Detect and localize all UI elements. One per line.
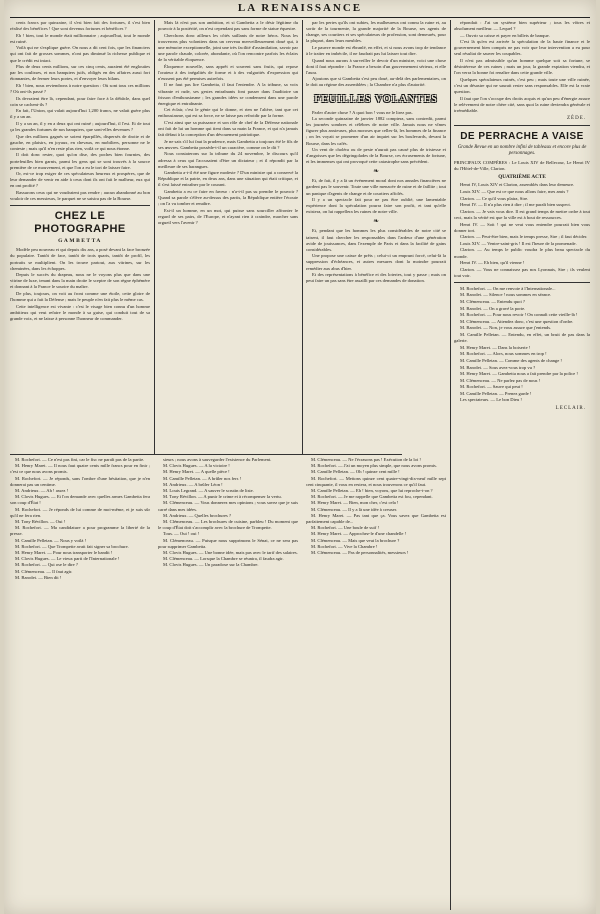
dialog-line: M. Clémenceau. — Vous donnerez mes opinions ; vous savez que je suis carré dans mes idées.: [158, 500, 298, 512]
dialog-line: M. Camille Pelletan. — Eh ! bien, voyons, que lui reproche-t-on ?: [311, 488, 433, 494]
dialog-line: M. Clémenceau. — Pas de personnalités, messieurs !: [311, 550, 409, 556]
feuilles-volantes-headline: FEUILLES VOLANTES: [314, 93, 438, 105]
masthead-title: LA RENAISSANCE: [237, 2, 363, 14]
column-4: [454, 20, 590, 908]
dialog-line: M. Tony Révillon. — A punir le crime et à récompenser la vertu.: [163, 494, 282, 500]
paragraph: Cette intelligence est vivante : c'est le visage bien connu d'un homme ambitieux qui veut refaire le monde à sa guise, qui conduit tout de sa grande voix, et ne laisse à personne l'honneur de commander.: [10, 303, 150, 321]
dialog-line: M. Clovis Hugues. — Et l'on demande avec quelles armes Gambetta fera son coup d'État !: [10, 494, 150, 506]
dialog-line: M. Henry Maret. — Approchez-le d'une chandelle !: [311, 531, 407, 537]
dialog-line: M. Henry Maret. — Pour nous transporter le bandit !: [15, 550, 113, 556]
dialog-line: M. Andrieux. — Ah ! assez !: [15, 488, 69, 494]
dialog-line: M. Henry Maret. — Gambetta nous a fait prendre par la police !: [460, 371, 578, 377]
paragraph: Est-il un homme, en un mot, qui puisse sans sourciller affronter le regard de ses pairs, de l'Europe, et n'ayant rien à craindre, marcher sans orgueil vers l'avenir ?: [158, 207, 298, 225]
column-3: [306, 20, 446, 450]
paragraph: Parler d'autre chose ? A quoi bon ! vous ne le lirez pas.: [312, 109, 413, 115]
dialog-line: M. Camille Pelletan. — Comme des agents de change !: [460, 357, 562, 363]
paragraph: Voilà qui ne s'explique guère. On nous a dit cent fois, que les financiers qui ont fait de grosses sommes, n'ont pas diminué la richesse publique et que le crédit est intact.: [10, 45, 150, 63]
paragraph: C'est ainsi que sa puissance et son rôle de chef de la Défense nationale ont fait de lui un homme qui tient dans sa main la France, et qui n'a jamais fait défaut à la conception d'un dévouement patriotique.: [158, 120, 298, 138]
newspaper-page: [4, 0, 596, 914]
dialog-line: M. Clémenceau. — Entendu quoi ?: [460, 299, 525, 305]
paragraph: Nous constaterons sur la tribune du 24 novembre, le discours qu'il adressa à ceux qui l'accusaient d'être un dictateur ; et il répondit par la meilleure de ses harangues.: [158, 151, 298, 169]
paragraph: En fait, l'Union, qui valait aujourd'hui 1,200 francs, ne valait guère plus il y a un an.: [10, 108, 150, 120]
dialog-line: Clarion. — Au temps le public voudra le plus beau spectacle du monde.: [454, 247, 590, 259]
perrache-subtitle: Grande Revue en un nombre infini de tableaux et encore plus de personnages.: [457, 145, 587, 157]
characters-list: PRINCIPAUX COMPÈRES : Le Louis XIV de Bellecour, Le Henri IV du l'Hôtel-de-Ville, Clarion.: [454, 160, 590, 172]
dialog-line: Clarion. — Je vais vous dire. Il est grand temps de mettre ordre à tout ceci, mais la vérité est que la ville est à bout de ressources.: [454, 208, 590, 220]
paragraph: par les pertes qu'ils ont subies, les malheureux ont connu la ruine et, au sortir de la tourmente, la grande majorité de la Bourse, ses agents de change, ses courtiers et ses spéculateurs de profession, sont demeurés, pour la plupart, dans leurs meubles.: [306, 20, 446, 44]
dialog-line: M. Henry Maret. — Il nous faut quatre cents mille francs pour en finir ; c'est ce que nous avons promis.: [10, 463, 150, 475]
dialog-line: M. Camille Pelletan. — Prenez garde !: [460, 390, 532, 396]
dialog-line: M. Barodet. — Sous avez-vous trop vu ?: [460, 364, 536, 370]
paragraph: Cet éclair, c'est le génie qui le donne, et rien ne l'altère, tant que cet enthousiasme, qui est sa force, ne se laisse pas refroidir par la forme.: [158, 107, 298, 119]
paragraph: Et des représentations à bénéfice et des loteries, tout y passe ; mais on peut faire un pas sans être assailli par ces demandes de donation.: [306, 272, 446, 284]
dialog-line: M. Rochefort. — Qui ose le dire ?: [15, 562, 78, 568]
ornament-icon: ❧: [373, 167, 379, 176]
dialog-line: M. Henry Maret. — Pas tant que ça. Vous savez que Gambetta est parfaitement capable de...: [306, 512, 446, 525]
paragraph: Rassurons ceux qui ne voudraient pas rendre ; aucun abandonné au bon vouloir de ces messieurs, le parquet ne se saisira pas de la Bourse.: [10, 190, 150, 202]
dialog-line: M. Rochefort. — Que Trompette avait fait signer sa brochure.: [15, 543, 129, 549]
dialog-line: sieurs ; nous avons à sauvegarder l'existence du Parlement.: [163, 457, 272, 462]
dialog-line: M. Rochefort. — J'ai un moyen plus simple, que nous avons promis.: [311, 463, 437, 469]
section-rule: [454, 282, 590, 283]
dialog-line: M. Andrieux. — A brûler Léon !: [163, 481, 223, 487]
paragraph: Gambetta a eu ce faire en faveur : n'a-t-il pas su prendre le pouvoir ? Quand sa parole s'élève au-dessus des partis, la République entière l'écoute ; on l'a vu tomber et renaître.: [158, 189, 298, 207]
perrache-headline: DE PERRACHE A VAISE: [460, 131, 584, 142]
dialog-line: Louis XIV. — Ventre-saint-gris ! Il est l'heure de la promenade.: [460, 240, 577, 246]
dialog-line: M. Rochefort. — Je me rappelle que Gambetta est fou, cependant.: [311, 494, 433, 500]
dialog-line: M. Clémenceau. — Lorsque la Chambre se réunira, il faudra agir.: [163, 556, 284, 562]
dialog-line: Henri IV. — Eh bien, qu'il vienne !: [460, 260, 525, 266]
dialog-line: M. Rochefort. — Sauve qui peut !: [460, 384, 523, 390]
paragraph: Ils devraient être là, cependant, pour faire face à la débâcle, dans quel coin se cachent-ils ?: [10, 95, 150, 107]
paragraph: Quand nous aurons à surveiller le devoir d'un ministre, voici une chose dont il faut répondre : la France a besoin d'un gouvernement sérieux, et elle l'aura.: [306, 57, 446, 75]
section-rule: [454, 125, 590, 126]
paragraph: Quelques spéculateurs ruinés, c'est peu ; mais toute une ville ruinée, c'est un désastre qui ne saurait rester sans responsables. Elle est la vraie question.: [454, 76, 590, 95]
dialog-line: Les spectateurs. — Le bon Dieu !: [460, 397, 522, 403]
paragraph: Gambetta a-t-il été une figure modeste ? D'un ministre qui a conservé la République et la patrie, en deux ans, dans une situation qui était critique, et il s'est laissé entraîner par le courant.: [158, 170, 298, 188]
dialog-line: Henri IV, Louis XIV et Clarion, assemblés dans leur demeure.: [460, 182, 575, 188]
dialog-line: Clarion. — Ce qu'il vous plaira, Sire.: [460, 195, 529, 201]
dialog-line: M. Henry Maret. — Bien, mon cher, c'est cela !: [311, 500, 399, 506]
paragraph: Eh ! bien, nous reviendrons à notre question : Où sont tous ces millions ? Où ont-ils passé ?: [10, 82, 150, 95]
dialog-line: M. Barodet. — Silence ! nous sommes en séance.: [460, 292, 552, 298]
dialog-line: Henri IV. — Soit ! qui ne veut vous entendre pourrait bien vous donner tort.: [454, 221, 590, 233]
paragraph: Éloquence nouvelle, sans apprêt et souvent sans fruits, qui repose l'orateur à des inégalités de forme et à des vulgarités d'expression qui n'eussent pas été permises autrefois.: [158, 63, 298, 81]
paragraph: Il ne faut pas lire Gambetta, il faut l'entendre. A la tribune, sa voix vibrante et rude, ses gestes entraînants font passer dans l'auditoire un frisson d'enthousiasme ; les grandes idées se condensent dans une parole énergique et entraînante.: [158, 82, 298, 106]
paragraph: cents francs par quinzaine, il s'est bien fait des fortunes, il s'est bien réalisé des bénéfices ! Que sont devenus fortunes et bénéfices ?: [10, 20, 150, 32]
dialog-line: M. Rochefort. — On me renvoie à l'Internationale...: [460, 285, 556, 291]
dialog-line: M. Camille Pelletan. — Nous y voilà !: [15, 537, 87, 543]
dialog-line: Clarion. — Vous ne connaissez pas nos Lyonnais, Sire ; ils veulent tout voir.: [454, 266, 590, 278]
paragraph: Cherchons donc ailleurs les côtés saillants de notre héros. Nous les trouverons plus volontiers dans un cerveau merveilleusement doué qui, à une mémoire exceptionnelle, joint une très facilité d'assimilation, savoir par une parole chaude, colorée, abondante, où l'on rencontre parfois les éclairs de la véritable éloquence.: [158, 32, 298, 63]
dialog-line: M. Henry Maret. — A quelle pièce !: [163, 469, 230, 475]
paragraph: répondait : J'ai un système bien supérieur ; tous les vôtres et absolument meilleur. — Lequel ?: [454, 20, 590, 32]
dialog-line: Louis XIV. — Que est ce que nous allons faire, mes amis ?: [460, 189, 569, 195]
ornament-icon: ❧: [373, 217, 379, 226]
article-headline: CHEZ LE PHOTOGRAPHE: [34, 210, 126, 236]
dialog-line: M. Clovis Hugues. — Le vieux parti de l'Internationale !: [15, 556, 120, 562]
dialog-line: M. Barodet. — Non, je vous assure que j'entends.: [460, 325, 552, 331]
dialog-line: M. Camille Pelletan. — Oh ! quinze cent mille !: [311, 469, 400, 475]
dialog-line: M. Rochefort. — Ma candidature a pour programme la liberté de la presse.: [10, 525, 150, 537]
dialog-line: M. Clovis Hugues. — A la victoire !: [163, 463, 230, 469]
paragraph: Or, est-ce trop exiger de ces spéculateurs heureux et prospères, que de leur demander de venir en aide à ceux dont ils ont fait le malheur, eux qui en ont profité ?: [10, 171, 150, 189]
dialog-line: M. Camille Pelletan. — A brûler nos fers !: [163, 475, 242, 481]
dialog-line: Tous. — Oui ! oui !: [163, 531, 200, 537]
paragraph: — Ouvrir sa caisse et payer en billets de banque.: [460, 32, 550, 38]
paragraph: Mais là n'est pas son ambition, et si Gambetta a le désir légitime du pouvoir à la postérité, on n'est cependant pas sans forme de statue équestre.: [158, 20, 298, 32]
section-rule: [10, 205, 150, 206]
dialog-column-2: [158, 457, 298, 907]
dialog-line: M. Clémenceau. — Attendez donc, c'est une question d'ordre.: [460, 318, 574, 324]
paragraph: Le pauvre monde est ébranlé, en effet, et si nous avons trop de tendance à le traiter en imbécile, il ne faudrait pas lui laisser tout dire.: [306, 44, 446, 56]
signature: ZÈDE.: [566, 115, 586, 121]
paragraph: Eh ! bien, tout le monde était millionnaire ; aujourd'hui, tout le monde est ruiné.: [10, 32, 150, 44]
paragraph: Que des millions gagnés se soient éparpillés, dispersés de droite et de gauche, en plaisirs, en joyaux, en chevaux, en mobiliers, personne ne le conteste ; mais qu'il n'en reste plus rien, voilà ce qui nous étonne.: [10, 133, 150, 151]
dialog-line: M. Andrieux. — Quelles brochures ?: [163, 512, 231, 518]
dialog-line: Henri IV. — Il n'a plus rien à dire ; il me paraît bien suspect.: [460, 202, 571, 208]
dialog-line: M. Rochefort. — Une boule de suif !: [311, 525, 379, 531]
dialog-line: M. Clémenceau. — Les brochures de cuisine, parbleu ! Du moment que le coup d'État doit s'accomplir avec la brochure de Trompette.: [158, 519, 298, 531]
paragraph: Et, pendant que les hommes les plus considérables de notre cité se taisent, il faut chercher les responsables dans l'ardeur d'une génération avide de jouissances, dans l'exemple de Paris et dans la facilité de gains considérables.: [306, 228, 446, 252]
dialog-line: M. Clovis Hugues. — Un paradoxe sur la Chambre.: [163, 562, 259, 568]
dialog-line: M. Clémenceau. — Ne parlez pas de nous !: [460, 377, 541, 383]
dialog-line: M. Clovis Hugues. — Une bonne idée, mais pas avec le tarif des salaires.: [163, 550, 298, 556]
article-subhead: GAMBETTA: [58, 238, 102, 245]
paragraph: Ajoutons que si Gambetta s'est peu doué, au-delà des parlementaires, on le doit au régime des assemblées ; la Chambre n'a plus d'autorité.: [306, 76, 446, 88]
paragraph: Il y a un spectacle fait pour ne pas être oublié, une lamentable expérience dont la spéculation pourra faire son profit, et tant qu'elle existera, on lui rappellera les ruines de notre ville.: [306, 197, 446, 215]
paragraph: Il n'est pas admissible qu'un homme quelque soit sa fortune, se désintéresse de ces ruines ; mais un jour, la grande expiation viendra, et l'on verra la bonne foi renaître dans cette grande ville.: [454, 58, 590, 76]
paragraph: C'est là qu'en est arrivée la spéculation de la haute finance et le gouvernement bien compris ne pas voir que leur intervention a eu pour seul résultat de sauver les coupables.: [454, 39, 590, 57]
dialog-line: M. Rochefort. — Vive la Chambre !: [311, 543, 378, 549]
signature: LECLAIR.: [555, 405, 586, 411]
paragraph: Une propose une caisse de prêts ; celui-ci un emprunt forcé, celui-là la suppression d'échéances, et autres mesures dont la moindre pourrait remédier aux abus d'hier.: [306, 253, 446, 271]
section-rule: [10, 454, 402, 455]
column-rule: [302, 20, 303, 454]
dialog-line: M. Barodet. — Bien dit !: [15, 574, 62, 580]
dialog-line: M. Tony Révillon. — Oui !: [15, 519, 66, 525]
dialog-line: M. Barodet. — On a gravé la porte.: [460, 305, 526, 311]
dialog-line: M. Rochefort. — Pour nous revoir ! On connaît cette vieille-là !: [460, 312, 578, 318]
dialog-line: M. Clémenceau. — Mais que veut la brochure ?: [311, 537, 400, 543]
act-title: QUATRIÈME ACTE: [498, 174, 546, 181]
paragraph: Depuis le succès du drapeau, nous ne le voyons plus que dans une vitrine de luxe, tenant dans la main droite le sceptre de son règne éphémère et donnant à la France le sourire du maître.: [10, 272, 150, 290]
paragraph: Il y a un an, il y en a deux qui ont ruiné ; aujourd'hui, il l'est. Et de tout ça les grandes fortunes de nos banquiers, que sont-elles devenues ?: [10, 121, 150, 133]
masthead-rule: [10, 17, 590, 18]
column-rule: [154, 20, 155, 454]
paragraph: Je ne sais s'il lui faut la prudence, mais Gambetta a toujours été le fils de ses œuvres. Gambetta possède-t-il un caractère, comme on le dit ?: [158, 138, 298, 150]
paragraph: De plus, toujours, on voit au front comme une étoile, cette gloire de l'homme qui a fait la Défense ; mais le peuple n'en fait plus le même cas.: [10, 290, 150, 303]
dialog-line: Clarion. — Peut-être bien, mais le temps presse, Sire ; il faut décider.: [460, 234, 588, 240]
dialog-line: M. Louis Legrand. — A sauver le scrutin de liste.: [163, 488, 254, 494]
column-1: [10, 20, 150, 450]
dialog-column-1: [10, 457, 150, 907]
dialog-line: M. Clémenceau. — Il faut agir.: [15, 568, 73, 574]
dialog-line: M. Rochefort. — Je réponds, sans l'ombre d'une hésitation, que je n'en donnerai pas un centime.: [10, 475, 150, 487]
column-rule: [450, 20, 451, 910]
paragraph: Il doit donc rester, quoi qu'on dise, des poches bien fournies, des portefeuilles bien garnis, parmi les gens qui se sont trouvés à la source première de ce mouvement, et que l'on a eu le tort de laisser faire.: [10, 152, 150, 170]
dialog-line: M. Rochefort. — Mettons quinze cent quatre-vingt-dix-neuf mille sept cent cinquante, il vous en restera, et nous trouverons ce qu'il faut.: [306, 475, 446, 487]
column-2: [158, 20, 298, 450]
dialog-column-3: [306, 457, 446, 907]
dialog-line: M. Henry Maret. — Dans la boiserie !: [460, 344, 531, 350]
dialog-line: M. Rochefort. — Ce n'est pas fini, car le fisc ne paraît pas de la partie.: [15, 457, 145, 462]
paragraph: La seconde quinzaine de janvier 1882 comptera, sans contredit, parmi les journées sombres et célèbres de notre ville. Jamais nous ne vîmes figurer plus anxieuses, plus moroses que celles-là, les hommes de la finance ; on les voyait se promener d'un air inquiet sur les boulevards, devant la Bourse, dans les cafés.: [306, 116, 446, 146]
dialog-line: M. Clémenceau. — Il y a là une idée à creuser.: [311, 506, 398, 512]
paragraph: Et, de fait, il y a là un événement moral dont nos annales financières ne gardent pas le souvenir. Toute une ville menacée de ruine et de faillite ; tout un panique d'agents de change et de courtiers affolés.: [306, 178, 446, 196]
paragraph: Un vent de choléra ou de peste n'aurait pas causé plus de tristesse et d'angoisses que les dégringolades de la Bourse, ces écrasements de fortune, et les immenses qui ont provoqué cette catastrophe sans précédent.: [306, 147, 446, 165]
dialog-line: M. Clémenceau. — Ne l'écrasons pas ! Exécution de la loi !: [311, 457, 421, 462]
paragraph: Il faut que l'on s'occupe des droits acquis et qu'un peu d'énergie assure le relèvement de notre chère cité, sans quoi la ruine deviendra générale et irrémédiable.: [454, 95, 590, 113]
paragraph: Plus de deux cents millions, sur ces cinq cents, auraient été englouties par les coulisses, et nos banquiers juifs, obligés en des affaires aussi fort étonnantes, de fermer leurs portes, et d'envoyer leurs bilans.: [10, 64, 150, 82]
dialog-line: M. Rochefort. — Alors, nous sommes en trop !: [460, 351, 547, 357]
dialog-line: M. Clémenceau. — Puisque nous supprimons le Sénat, ce ne sera pas pour supprimer Gambetta.: [158, 537, 298, 549]
dialog-line: M. Camille Pelletan. — Entendu, en effet, un bruit de pas dans la galerie.: [454, 332, 590, 344]
paragraph: Modèle peu nouveau et qui depuis dix ans, a posé devant la face bronzée du populaire. Tantôt de face, tantôt de trois quarts, tantôt de profil, les portraits se multiplient. On les trouve partout, aux vitrines, sur les cheminées, dans les échoppes.: [10, 247, 150, 271]
dialog-line: M. Rochefort. — Je réponds de lui comme de moi-même, et je suis sûr qu'il ne fera rien.: [10, 506, 150, 518]
